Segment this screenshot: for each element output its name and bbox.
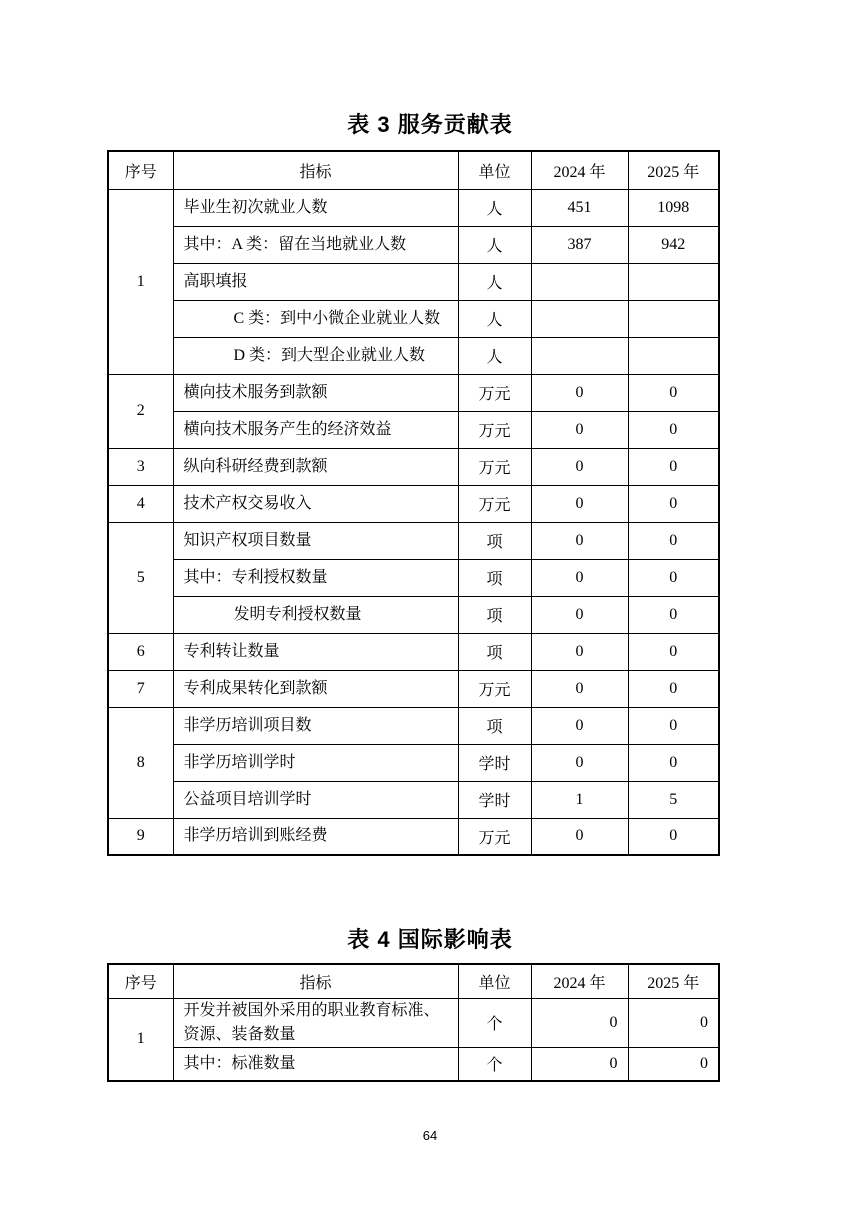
unit-cell: 个: [458, 998, 531, 1047]
unit-cell: 人: [458, 226, 531, 263]
serial-number-cell: 4: [108, 485, 173, 522]
indicator-cell: C 类：到中小微企业就业人数: [173, 300, 458, 337]
value-2024-cell: 0: [531, 633, 628, 670]
table-row: [108, 300, 719, 337]
value-2025-cell: 0: [628, 485, 719, 522]
unit-cell: 学时: [458, 744, 531, 781]
unit-cell: 人: [458, 300, 531, 337]
international-impact-table: [107, 963, 720, 1082]
unit-cell: 学时: [458, 781, 531, 818]
indicator-cell: 非学历培训项目数: [173, 707, 458, 744]
table-row: [108, 448, 719, 485]
header-row: [108, 964, 719, 998]
serial-number-cell: 1: [108, 189, 173, 374]
value-2025-cell: 0: [628, 670, 719, 707]
table-row: [108, 337, 719, 374]
table3-title: 表 3 服务贡献表: [347, 112, 513, 137]
value-2024-cell: 0: [531, 818, 628, 855]
value-2025-cell: 0: [628, 633, 719, 670]
unit-cell: 人: [458, 189, 531, 226]
unit-cell: 项: [458, 633, 531, 670]
value-2025-cell: 0: [628, 707, 719, 744]
table-row: [108, 596, 719, 633]
value-2024-cell: 0: [531, 596, 628, 633]
value-2025-cell: 942: [628, 226, 719, 263]
indicator-cell: 非学历培训学时: [173, 744, 458, 781]
table-row: [108, 485, 719, 522]
indicator-cell: 技术产权交易收入: [173, 485, 458, 522]
value-2024-cell: 0: [531, 559, 628, 596]
serial-number-cell: 5: [108, 522, 173, 633]
table-row: [108, 522, 719, 559]
value-2024-cell: 0: [531, 670, 628, 707]
value-2024-cell: [531, 337, 628, 374]
indicator-cell: 横向技术服务产生的经济效益: [173, 411, 458, 448]
value-2024-cell: [531, 263, 628, 300]
table-row: [108, 670, 719, 707]
value-2024-cell: 451: [531, 189, 628, 226]
serial-number-cell: 1: [108, 998, 173, 1081]
value-2025-cell: 0: [628, 374, 719, 411]
indicator-cell: 知识产权项目数量: [173, 522, 458, 559]
unit-cell: 人: [458, 263, 531, 300]
unit-cell: 万元: [458, 374, 531, 411]
column-header-unit: 单位: [458, 964, 531, 998]
table-row: [108, 263, 719, 300]
value-2025-cell: 0: [628, 818, 719, 855]
value-2024-cell: 0: [531, 707, 628, 744]
indicator-cell: 发明专利授权数量: [173, 596, 458, 633]
value-2025-cell: [628, 300, 719, 337]
value-2025-cell: 0: [628, 744, 719, 781]
column-header-serial: 序号: [108, 151, 173, 189]
table-row: [108, 374, 719, 411]
table-row: [108, 781, 719, 818]
table-row: [108, 633, 719, 670]
indicator-cell: 其中：专利授权数量: [173, 559, 458, 596]
value-2024-cell: 0: [531, 1047, 628, 1081]
column-header-2024: 2024 年: [531, 964, 628, 998]
unit-cell: 人: [458, 337, 531, 374]
indicator-cell: 其中：A 类：留在当地就业人数: [173, 226, 458, 263]
value-2024-cell: 0: [531, 374, 628, 411]
indicator-cell: 专利转让数量: [173, 633, 458, 670]
table-row: [108, 411, 719, 448]
value-2025-cell: 0: [628, 522, 719, 559]
unit-cell: 个: [458, 1047, 531, 1081]
indicator-cell: 横向技术服务到款额: [173, 374, 458, 411]
value-2025-cell: 1098: [628, 189, 719, 226]
indicator-cell: 高职填报: [173, 263, 458, 300]
value-2024-cell: [531, 300, 628, 337]
serial-number-cell: 3: [108, 448, 173, 485]
unit-cell: 万元: [458, 448, 531, 485]
unit-cell: 万元: [458, 411, 531, 448]
serial-number-cell: 7: [108, 670, 173, 707]
table-row: [108, 189, 719, 226]
value-2024-cell: 0: [531, 448, 628, 485]
indicator-cell: 开发并被国外采用的职业教育标准、资源、装备数量: [173, 998, 458, 1047]
column-header-2024: 2024 年: [531, 151, 628, 189]
service-contribution-table: [107, 150, 720, 856]
column-header-indicator: 指标: [173, 151, 458, 189]
value-2024-cell: 0: [531, 411, 628, 448]
column-header-2025: 2025 年: [628, 151, 719, 189]
value-2024-cell: 0: [531, 522, 628, 559]
value-2025-cell: 5: [628, 781, 719, 818]
unit-cell: 项: [458, 596, 531, 633]
unit-cell: 万元: [458, 485, 531, 522]
value-2024-cell: 0: [531, 998, 628, 1047]
value-2025-cell: 0: [628, 448, 719, 485]
value-2025-cell: 0: [628, 411, 719, 448]
value-2025-cell: 0: [628, 998, 719, 1047]
unit-cell: 万元: [458, 670, 531, 707]
column-header-2025: 2025 年: [628, 964, 719, 998]
table-row: [108, 226, 719, 263]
unit-cell: 项: [458, 522, 531, 559]
column-header-indicator: 指标: [173, 964, 458, 998]
value-2025-cell: [628, 337, 719, 374]
serial-number-cell: 6: [108, 633, 173, 670]
page-number: 64: [422, 1128, 438, 1143]
unit-cell: 项: [458, 707, 531, 744]
value-2024-cell: 1: [531, 781, 628, 818]
value-2025-cell: [628, 263, 719, 300]
table4-title: 表 4 国际影响表: [347, 927, 513, 952]
value-2025-cell: 0: [628, 596, 719, 633]
unit-cell: 项: [458, 559, 531, 596]
value-2024-cell: 387: [531, 226, 628, 263]
unit-cell: 万元: [458, 818, 531, 855]
indicator-cell: 专利成果转化到款额: [173, 670, 458, 707]
indicator-cell: 非学历培训到账经费: [173, 818, 458, 855]
table-row: [108, 707, 719, 744]
value-2024-cell: 0: [531, 485, 628, 522]
indicator-cell: D 类：到大型企业就业人数: [173, 337, 458, 374]
table-row: [108, 744, 719, 781]
table-row: [108, 559, 719, 596]
value-2024-cell: 0: [531, 744, 628, 781]
header-row: [108, 151, 719, 189]
value-2025-cell: 0: [628, 1047, 719, 1081]
value-2025-cell: 0: [628, 559, 719, 596]
serial-number-cell: 8: [108, 707, 173, 818]
serial-number-cell: 9: [108, 818, 173, 855]
indicator-cell: 纵向科研经费到款额: [173, 448, 458, 485]
indicator-cell: 毕业生初次就业人数: [173, 189, 458, 226]
table-row: [108, 818, 719, 855]
serial-number-cell: 2: [108, 374, 173, 448]
column-header-unit: 单位: [458, 151, 531, 189]
column-header-serial: 序号: [108, 964, 173, 998]
indicator-cell: 其中：标准数量: [173, 1047, 458, 1081]
indicator-cell: 公益项目培训学时: [173, 781, 458, 818]
table-row: [108, 1047, 719, 1081]
table-row: [108, 998, 719, 1047]
